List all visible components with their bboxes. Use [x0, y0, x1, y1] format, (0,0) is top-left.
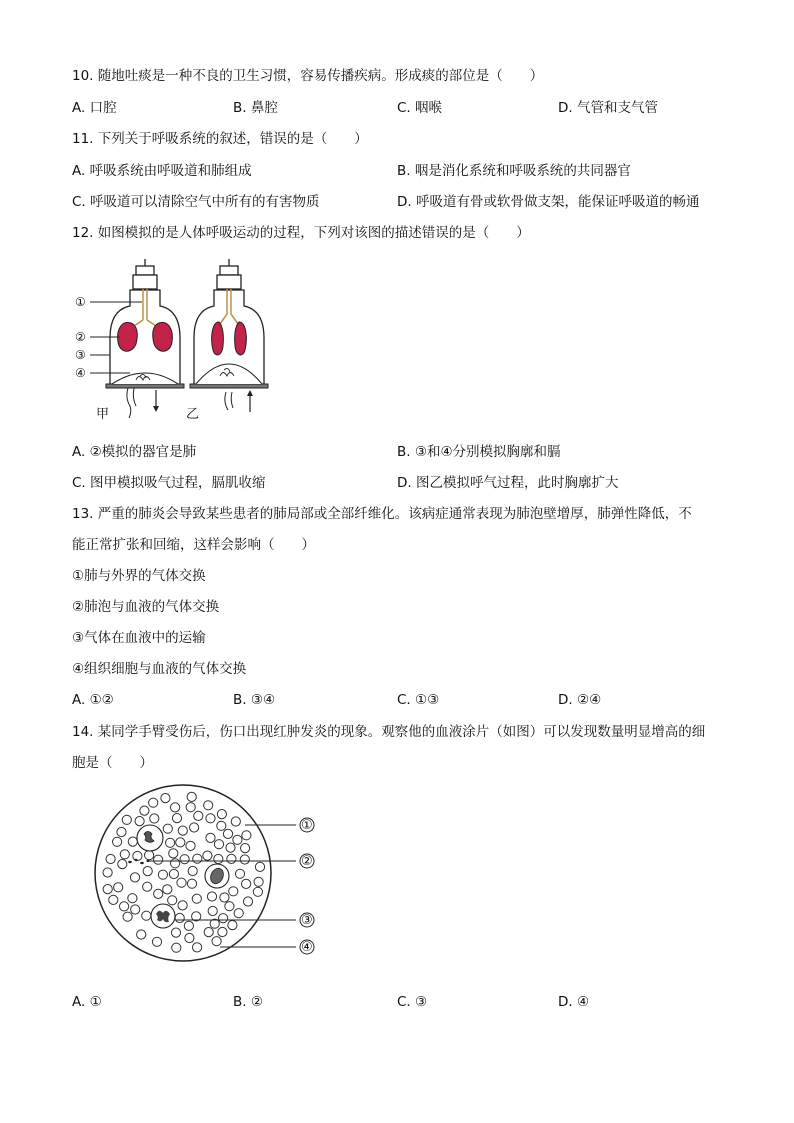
- q14-stem-line1: 14. 某同学手臂受伤后，伤口出现红肿发炎的现象。观察他的血液涂片（如图）可以发现数量明显增高的细: [72, 724, 706, 740]
- red-blood-cell: [186, 803, 195, 812]
- red-blood-cell: [220, 893, 229, 902]
- red-blood-cell: [122, 815, 131, 824]
- q10-option-a[interactable]: A. 口腔: [72, 100, 117, 116]
- q13-option-d[interactable]: D. ②④: [558, 692, 602, 708]
- red-blood-cell: [152, 937, 161, 946]
- red-blood-cell: [229, 887, 238, 896]
- q13-item-1: ①肺与外界的气体交换: [72, 568, 206, 584]
- fig14-label-4: ④: [301, 940, 313, 955]
- red-blood-cell: [128, 837, 137, 846]
- red-blood-cell: [188, 866, 197, 875]
- q14-option-c[interactable]: C. ③: [397, 994, 428, 1010]
- q12-option-a[interactable]: A. ②模拟的器官是肺: [72, 444, 197, 460]
- q12-option-c[interactable]: C. 图甲模拟吸气过程，膈肌收缩: [72, 475, 266, 491]
- red-blood-cell: [133, 851, 142, 860]
- red-blood-cell: [145, 851, 154, 860]
- red-blood-cell: [128, 894, 137, 903]
- white-blood-cell-1: [137, 825, 163, 851]
- red-blood-cell: [154, 889, 163, 898]
- q14-option-a[interactable]: A. ①: [72, 994, 102, 1010]
- red-blood-cell: [143, 867, 152, 876]
- red-blood-cell: [180, 855, 189, 864]
- red-blood-cell: [169, 869, 178, 878]
- red-blood-cell: [190, 823, 199, 832]
- q11-option-c[interactable]: C. 呼吸道可以清除空气中所有的有害物质: [72, 194, 320, 210]
- q13-option-c[interactable]: C. ①③: [397, 692, 440, 708]
- red-blood-cell: [163, 885, 172, 894]
- red-blood-cell: [117, 827, 126, 836]
- red-blood-cell: [194, 811, 203, 820]
- jar-jia: [106, 259, 184, 418]
- red-blood-cell: [241, 844, 250, 853]
- red-blood-cell: [135, 817, 144, 826]
- red-blood-cell: [130, 873, 139, 882]
- red-blood-cell: [120, 902, 129, 911]
- red-blood-cell: [223, 829, 232, 838]
- q12-option-d[interactable]: D. 图乙模拟呼气过程，此时胸廓扩大: [397, 475, 619, 491]
- red-blood-cell: [187, 879, 196, 888]
- q10-option-b[interactable]: B. 鼻腔: [233, 100, 278, 116]
- red-blood-cell: [255, 862, 264, 871]
- red-blood-cell: [175, 913, 184, 922]
- blood-smear-figure: [90, 780, 330, 980]
- q11-stem: 11. 下列关于呼吸系统的叙述，错误的是（ ）: [72, 131, 368, 147]
- q11-option-a[interactable]: A. 呼吸系统由呼吸道和肺组成: [72, 163, 252, 179]
- red-blood-cell: [235, 869, 244, 878]
- q13-option-b[interactable]: B. ③④: [233, 692, 276, 708]
- red-blood-cell: [240, 855, 249, 864]
- fig14-label-2: ②: [301, 854, 313, 869]
- red-blood-cell: [171, 859, 180, 868]
- red-blood-cell: [184, 921, 193, 930]
- white-blood-cell-3: [151, 904, 175, 928]
- red-blood-cell: [203, 851, 212, 860]
- red-blood-cell: [178, 901, 187, 910]
- red-blood-cell: [253, 887, 262, 896]
- q12-option-b[interactable]: B. ③和④分别模拟胸廓和膈: [397, 444, 561, 460]
- red-blood-cell: [103, 868, 112, 877]
- q13-option-a[interactable]: A. ①②: [72, 692, 114, 708]
- q10-stem: 10. 随地吐痰是一种不良的卫生习惯，容易传播疾病。形成痰的部位是（ ）: [72, 68, 544, 84]
- q14-stem-line2: 胞是（ ）: [72, 755, 153, 771]
- red-blood-cell: [113, 837, 122, 846]
- red-blood-cell: [208, 906, 217, 915]
- red-blood-cell: [243, 897, 252, 906]
- red-blood-cell: [178, 826, 187, 835]
- red-blood-cell: [161, 794, 170, 803]
- red-blood-cell: [193, 854, 202, 863]
- red-blood-cell: [225, 902, 234, 911]
- red-blood-cell: [149, 798, 158, 807]
- q13-stem-line1: 13. 严重的肺炎会导致某些患者的肺局部或全部纤维化。该病症通常表现为肺泡壁增厚，肺弹性降低，不: [72, 506, 692, 522]
- red-blood-cell: [137, 930, 146, 939]
- red-blood-cell: [171, 803, 180, 812]
- fig12-label-4: ④: [75, 366, 86, 380]
- red-blood-cell: [171, 928, 180, 937]
- red-blood-cell: [168, 896, 177, 905]
- red-blood-cell: [217, 821, 226, 830]
- fig14-label-1: ①: [301, 818, 313, 833]
- red-blood-cell: [150, 814, 159, 823]
- q14-option-b[interactable]: B. ②: [233, 994, 263, 1010]
- red-blood-cell: [118, 860, 127, 869]
- jar-yi-label: 乙: [186, 407, 200, 422]
- red-blood-cell: [206, 814, 215, 823]
- q13-item-4: ④组织细胞与血液的气体交换: [72, 661, 247, 677]
- red-blood-cell: [142, 911, 151, 920]
- red-blood-cell: [109, 895, 118, 904]
- red-blood-cell: [206, 833, 215, 842]
- red-blood-cell: [233, 835, 242, 844]
- jar-jia-label: 甲: [96, 407, 110, 422]
- fig12-label-1: ①: [75, 295, 86, 309]
- red-blood-cell: [169, 849, 178, 858]
- red-blood-cell: [143, 882, 152, 891]
- q10-option-c[interactable]: C. 咽喉: [397, 100, 443, 116]
- red-blood-cell: [228, 921, 237, 930]
- red-blood-cell: [154, 855, 163, 864]
- fig14-label-3: ③: [301, 913, 313, 928]
- q13-stem-line2: 能正常扩张和回缩，这样会影响（ ）: [72, 537, 315, 553]
- q12-stem: 12. 如图模拟的是人体呼吸运动的过程，下列对该图的描述错误的是（ ）: [72, 225, 530, 241]
- red-blood-cell: [176, 838, 185, 847]
- red-blood-cell: [185, 933, 194, 942]
- red-blood-cell: [218, 927, 227, 936]
- red-blood-cell: [227, 854, 236, 863]
- red-blood-cell: [114, 883, 123, 892]
- red-blood-cell: [242, 879, 251, 888]
- red-blood-cell: [103, 885, 112, 894]
- red-blood-cell: [177, 878, 186, 887]
- red-blood-cell: [166, 838, 175, 847]
- red-blood-cell: [106, 854, 115, 863]
- red-blood-cell: [219, 914, 228, 923]
- red-blood-cell: [204, 801, 213, 810]
- red-blood-cell: [123, 912, 132, 921]
- red-blood-cell: [140, 806, 149, 815]
- red-blood-cell: [214, 854, 223, 863]
- red-blood-cell: [120, 850, 129, 859]
- red-blood-cell: [214, 840, 223, 849]
- q10-option-d[interactable]: D. 气管和支气管: [558, 100, 658, 116]
- q11-option-b[interactable]: B. 咽是消化系统和呼吸系统的共同器官: [397, 163, 631, 179]
- red-blood-cell: [187, 792, 196, 801]
- white-blood-cell-2: [205, 864, 229, 888]
- q14-option-d[interactable]: D. ④: [558, 994, 590, 1010]
- jar-yi: [190, 259, 268, 412]
- red-blood-cell: [204, 928, 213, 937]
- red-blood-cell: [217, 810, 226, 819]
- red-blood-cell: [226, 843, 235, 852]
- red-blood-cell: [158, 870, 167, 879]
- q11-option-d[interactable]: D. 呼吸道有骨或软骨做支架，能保证呼吸道的畅通: [397, 194, 700, 210]
- red-blood-cell: [163, 824, 172, 833]
- red-blood-cell: [193, 943, 202, 952]
- red-blood-cell: [231, 817, 240, 826]
- fig12-label-2: ②: [75, 330, 86, 344]
- red-blood-cell: [242, 831, 251, 840]
- fig12-label-3: ③: [75, 348, 86, 362]
- red-blood-cell: [172, 943, 181, 952]
- red-blood-cell: [131, 905, 140, 914]
- red-blood-cell: [234, 909, 243, 918]
- red-blood-cell: [212, 937, 221, 946]
- red-blood-cell: [186, 841, 195, 850]
- q13-item-3: ③气体在血液中的运输: [72, 630, 206, 646]
- red-blood-cell: [207, 892, 216, 901]
- red-blood-cell: [172, 814, 181, 823]
- breathing-model-figure: [70, 258, 280, 428]
- q13-item-2: ②肺泡与血液的气体交换: [72, 599, 220, 615]
- red-blood-cell: [254, 877, 263, 886]
- red-blood-cell: [192, 894, 201, 903]
